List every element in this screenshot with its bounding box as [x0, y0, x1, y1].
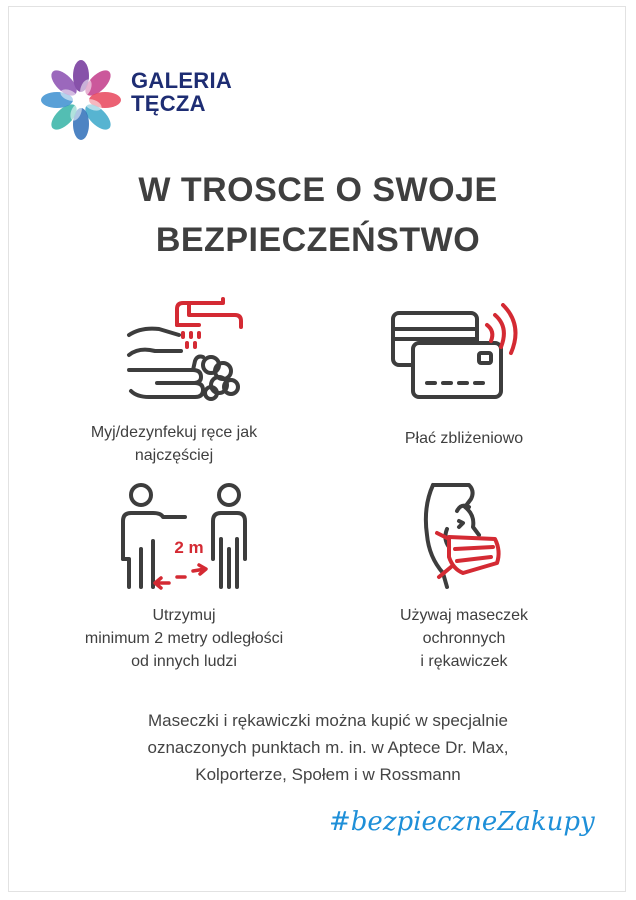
- tip-caption-distance: [29, 604, 339, 673]
- brand-name-line2: TĘCZA: [131, 91, 206, 116]
- brand-name: [131, 69, 232, 115]
- headline: [9, 165, 627, 265]
- brand-name-line1: GALERIA: [131, 68, 233, 93]
- distance-label: 2 m: [174, 538, 204, 557]
- caption-line: ochronnych: [422, 630, 506, 647]
- tip-caption-mask: [319, 604, 609, 673]
- headline-line2: BEZPIECZEŃSTWO: [155, 221, 481, 259]
- tip-caption-contactless: [319, 427, 609, 450]
- purchase-note: [29, 707, 627, 788]
- hashtag: #bezpieczneZakupy: [329, 807, 595, 837]
- hand-washing-icon: [119, 295, 249, 415]
- social-distance-icon: [109, 479, 259, 599]
- caption-line: od innych ludzi: [131, 653, 237, 670]
- note-line: Maseczki i rękawiczki można kupić w specjalnie: [148, 711, 508, 730]
- caption-line: minimum 2 metry odległości: [84, 630, 284, 647]
- tip-caption-handwash: [29, 421, 319, 467]
- caption-line: i rękawiczek: [420, 653, 508, 670]
- caption-line: Utrzymuj: [152, 607, 216, 624]
- contactless-card-icon: [387, 303, 527, 413]
- headline-line1: W TROSCE O SWOJE: [138, 171, 498, 209]
- caption-line: Używaj maseczek: [399, 607, 529, 624]
- caption-line: Myj/dezynfekuj ręce jak: [90, 424, 258, 441]
- face-mask-icon: [409, 477, 519, 597]
- note-line: Kolporterze, Społem i w Rossmann: [195, 765, 461, 784]
- flower-mandala-icon: [41, 55, 121, 145]
- poster: [8, 6, 626, 892]
- caption-line: Płać zbliżeniowo: [404, 430, 524, 447]
- brand-logo: [41, 55, 271, 145]
- caption-line: najczęściej: [134, 447, 214, 464]
- note-line: oznaczonych punktach m. in. w Aptece Dr. Max,: [147, 738, 509, 757]
